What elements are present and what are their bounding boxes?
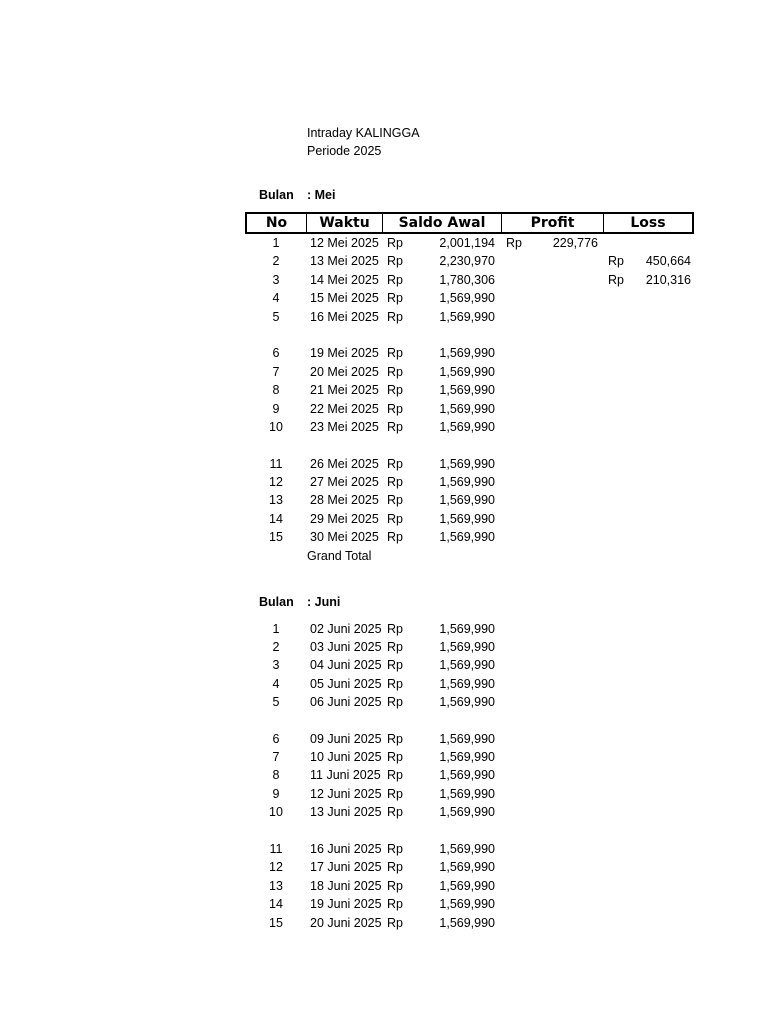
grand-total-label: Grand Total (307, 549, 372, 563)
row-currency: Rp (387, 897, 403, 911)
row-currency: Rp (387, 768, 403, 782)
row-no: 6 (272, 732, 280, 746)
row-no: 9 (272, 402, 280, 416)
month-label-juni: Bulan (259, 595, 294, 609)
row-saldo: 1,569,990 (439, 346, 495, 360)
row-currency: Rp (387, 291, 403, 305)
report-title: Intraday KALINGGA (307, 126, 420, 140)
row-date: 18 Juni 2025 (310, 879, 382, 893)
row-date: 06 Juni 2025 (310, 695, 382, 709)
table-row (245, 365, 695, 383)
table-row (245, 493, 695, 511)
row-currency: Rp (387, 457, 403, 471)
row-currency: Rp (387, 860, 403, 874)
row-no: 14 (269, 897, 283, 911)
row-date: 02 Juni 2025 (310, 622, 382, 636)
row-saldo: 2,001,194 (439, 236, 495, 250)
month-name-mei: : Mei (307, 188, 336, 202)
row-no: 13 (269, 879, 283, 893)
row-loss: 450,664 (645, 254, 691, 268)
row-no: 10 (269, 805, 283, 819)
row-date: 13 Juni 2025 (310, 805, 382, 819)
row-date: 16 Mei 2025 (310, 310, 379, 324)
table-row (245, 346, 695, 364)
row-date: 12 Juni 2025 (310, 787, 382, 801)
row-saldo: 1,569,990 (439, 787, 495, 801)
row-date: 23 Mei 2025 (310, 420, 379, 434)
row-saldo: 1,569,990 (439, 493, 495, 507)
row-saldo: 1,569,990 (439, 879, 495, 893)
table-row (245, 457, 695, 475)
row-saldo: 1,569,990 (439, 805, 495, 819)
row-date: 04 Juni 2025 (310, 658, 382, 672)
row-date: 13 Mei 2025 (310, 254, 379, 268)
table-row (245, 512, 695, 530)
table-row (245, 622, 695, 640)
row-date: 17 Juni 2025 (310, 860, 382, 874)
row-no: 5 (272, 310, 280, 324)
row-date: 11 Juni 2025 (310, 768, 381, 782)
row-no: 3 (272, 273, 280, 287)
row-currency: Rp (387, 493, 403, 507)
row-loss-currency: Rp (608, 254, 624, 268)
row-currency: Rp (387, 420, 403, 434)
header-loss: Loss (630, 215, 666, 231)
row-saldo: 1,569,990 (439, 860, 495, 874)
row-saldo: 1,569,990 (439, 420, 495, 434)
row-no: 3 (272, 658, 280, 672)
table-row (245, 897, 695, 915)
row-saldo: 1,569,990 (439, 383, 495, 397)
row-date: 12 Mei 2025 (310, 236, 379, 250)
row-no: 6 (272, 346, 280, 360)
row-no: 11 (269, 842, 283, 856)
row-currency: Rp (387, 842, 403, 856)
table-header (245, 212, 694, 234)
row-date: 15 Mei 2025 (310, 291, 379, 305)
table-row (245, 879, 695, 897)
row-profit: 229,776 (552, 236, 598, 250)
row-date: 05 Juni 2025 (310, 677, 382, 691)
row-no: 1 (272, 236, 280, 250)
row-currency: Rp (387, 346, 403, 360)
month-label-mei: Bulan (259, 188, 294, 202)
table-row (245, 273, 695, 291)
row-no: 4 (272, 291, 280, 305)
table-row (245, 475, 695, 493)
table-row (245, 402, 695, 420)
table-row (245, 768, 695, 786)
row-no: 12 (269, 475, 283, 489)
row-saldo: 1,569,990 (439, 897, 495, 911)
row-date: 29 Mei 2025 (310, 512, 379, 526)
row-currency: Rp (387, 732, 403, 746)
row-currency: Rp (387, 383, 403, 397)
row-no: 12 (269, 860, 283, 874)
table-row (245, 805, 695, 823)
table-row (245, 236, 695, 254)
row-no: 4 (272, 677, 280, 691)
header-saldo-awal: Saldo Awal (383, 214, 502, 232)
row-currency: Rp (387, 677, 403, 691)
row-currency: Rp (387, 310, 403, 324)
report-period: Periode 2025 (307, 144, 382, 158)
row-date: 09 Juni 2025 (310, 732, 382, 746)
row-currency: Rp (387, 695, 403, 709)
row-date: 19 Juni 2025 (310, 897, 382, 911)
row-date: 19 Mei 2025 (310, 346, 379, 360)
row-currency: Rp (387, 365, 403, 379)
table-row (245, 658, 695, 676)
table-row (245, 383, 695, 401)
row-date: 27 Mei 2025 (310, 475, 379, 489)
row-date: 14 Mei 2025 (310, 273, 379, 287)
row-currency: Rp (387, 622, 403, 636)
table-row (245, 310, 695, 328)
row-currency: Rp (387, 254, 403, 268)
row-date: 10 Juni 2025 (310, 750, 382, 764)
row-no: 2 (272, 254, 280, 268)
row-currency: Rp (387, 640, 403, 654)
row-date: 26 Mei 2025 (310, 457, 379, 471)
row-currency: Rp (387, 475, 403, 489)
row-currency: Rp (387, 916, 403, 930)
row-currency: Rp (387, 805, 403, 819)
row-saldo: 1,569,990 (439, 842, 495, 856)
row-currency: Rp (387, 879, 403, 893)
row-no: 11 (269, 457, 283, 471)
row-saldo: 1,569,990 (439, 457, 495, 471)
row-no: 5 (272, 695, 280, 709)
row-currency: Rp (387, 530, 403, 544)
row-currency: Rp (387, 787, 403, 801)
row-no: 15 (269, 530, 283, 544)
row-saldo: 1,569,990 (439, 658, 495, 672)
row-currency: Rp (387, 402, 403, 416)
row-saldo: 1,569,990 (439, 640, 495, 654)
row-saldo: 1,569,990 (439, 365, 495, 379)
table-row (245, 530, 695, 548)
header-waktu: Waktu (307, 214, 383, 232)
row-saldo: 1,569,990 (439, 768, 495, 782)
row-no: 15 (269, 916, 283, 930)
row-saldo: 1,780,306 (439, 273, 495, 287)
month-name-juni: : Juni (307, 595, 341, 609)
row-no: 14 (269, 512, 283, 526)
row-date: 03 Juni 2025 (310, 640, 382, 654)
row-no: 8 (272, 383, 280, 397)
table-row (245, 732, 695, 750)
table-row (245, 842, 695, 860)
table-row (245, 677, 695, 695)
row-date: 30 Mei 2025 (310, 530, 379, 544)
row-no: 8 (272, 768, 280, 782)
row-loss-currency: Rp (608, 273, 624, 287)
row-currency: Rp (387, 512, 403, 526)
row-saldo: 1,569,990 (439, 732, 495, 746)
table-row (245, 787, 695, 805)
row-profit-currency: Rp (506, 236, 522, 250)
row-saldo: 1,569,990 (439, 530, 495, 544)
row-saldo: 1,569,990 (439, 677, 495, 691)
row-saldo: 1,569,990 (439, 695, 495, 709)
table-row (245, 750, 695, 768)
row-currency: Rp (387, 236, 403, 250)
row-saldo: 1,569,990 (439, 310, 495, 324)
table-row (245, 695, 695, 713)
row-saldo: 1,569,990 (439, 291, 495, 305)
row-saldo: 1,569,990 (439, 475, 495, 489)
row-date: 20 Mei 2025 (310, 365, 379, 379)
row-no: 13 (269, 493, 283, 507)
row-no: 7 (272, 750, 280, 764)
table-row (245, 640, 695, 658)
row-saldo: 1,569,990 (439, 622, 495, 636)
row-no: 10 (269, 420, 283, 434)
header-profit: Profit (502, 214, 604, 232)
row-no: 7 (272, 365, 280, 379)
row-currency: Rp (387, 658, 403, 672)
row-date: 20 Juni 2025 (310, 916, 382, 930)
row-saldo: 1,569,990 (439, 402, 495, 416)
row-currency: Rp (387, 750, 403, 764)
table-row (245, 860, 695, 878)
table-row (245, 291, 695, 309)
table-row (245, 916, 695, 934)
row-date: 16 Juni 2025 (310, 842, 382, 856)
row-saldo: 1,569,990 (439, 750, 495, 764)
table-row (245, 254, 695, 272)
row-no: 1 (272, 622, 280, 636)
header-no: No (247, 214, 307, 232)
row-saldo: 1,569,990 (439, 512, 495, 526)
row-currency: Rp (387, 273, 403, 287)
table-row (245, 420, 695, 438)
row-loss: 210,316 (645, 273, 691, 287)
row-saldo: 1,569,990 (439, 916, 495, 930)
row-date: 22 Mei 2025 (310, 402, 379, 416)
row-date: 28 Mei 2025 (310, 493, 379, 507)
row-no: 9 (272, 787, 280, 801)
row-date: 21 Mei 2025 (310, 383, 379, 397)
row-no: 2 (272, 640, 280, 654)
row-saldo: 2,230,970 (439, 254, 495, 268)
